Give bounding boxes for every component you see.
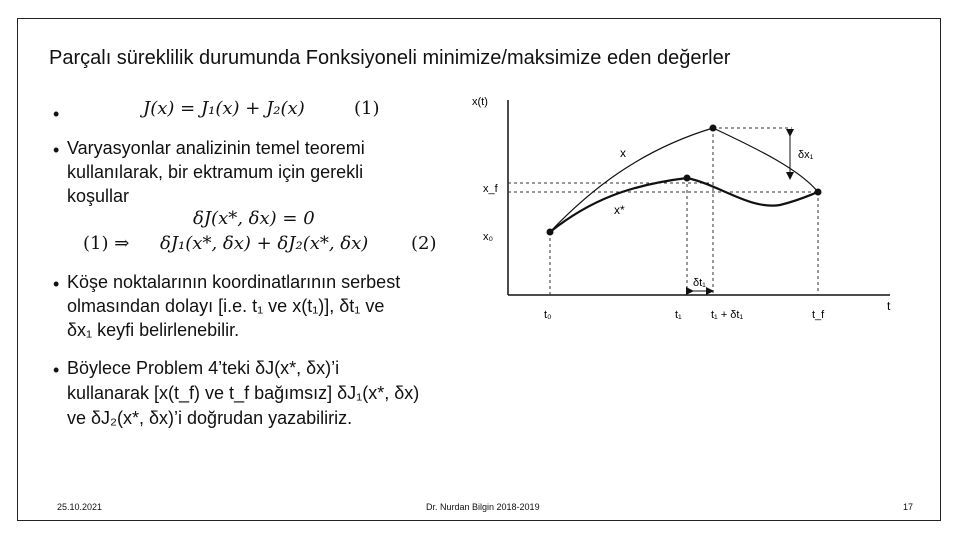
equation-2: δJ₁(x*, δx) + δJ₂(x*, δx): [160, 233, 369, 254]
curve-x-label: x: [620, 146, 626, 160]
bullet-3-line-3: δx₁ keyfi belirlenebilir.: [67, 320, 240, 340]
footer-page-number: 17: [903, 502, 914, 512]
slide-title: Parçalı süreklilik durumunda Fonksiyoneli minimize/maksimize eden değerler: [49, 47, 731, 69]
bullet-3-line-1: Köşe noktalarının koordinatlarının serbest: [67, 272, 401, 292]
bullet-2-line-2: kullanılarak, bir ektramum için gerekli: [67, 162, 364, 182]
x-tick-t1-plus-dt1: t₁ + δt₁: [711, 309, 744, 321]
y-tick-xf: x_f: [483, 183, 498, 195]
x-tick-tf: t_f: [812, 309, 825, 321]
footer-date: 25.10.2021: [57, 502, 103, 512]
y-axis-label: x(t): [472, 96, 488, 108]
bullet-2-line-1: Varyasyonlar analizinin temel teoremi: [67, 138, 365, 158]
point-start: [547, 229, 554, 236]
bullet-3: •: [53, 274, 60, 294]
equation-1: J(x) = J₁(x) + J₂(x): [143, 98, 305, 119]
point-corner-varied: [710, 125, 717, 132]
x-tick-t0: t₀: [544, 309, 552, 321]
delta-t1-label: δt₁: [693, 277, 706, 289]
point-corner: [684, 175, 691, 182]
x-axis-label: t: [887, 299, 891, 313]
curve-x-star: [550, 178, 818, 232]
bullet-1: •: [53, 104, 60, 124]
equation-2-tag: (2): [411, 233, 437, 254]
guide-lines: [508, 128, 818, 295]
delta-x1-label: δx₁: [798, 149, 814, 161]
equation-2-prefix: (1) ⇒: [83, 233, 130, 254]
bullet-4-line-3: ve δJ₂(x*, δx)’i doğrudan yazabiliriz.: [67, 408, 353, 428]
equation-1-tag: (1): [354, 98, 380, 119]
bullet-3-line-2: olmasından dolayı [i.e. t₁ ve x(t₁)], δt₁ ve: [67, 296, 385, 316]
curve-x-star-label: x*: [614, 203, 625, 217]
x-tick-t1: t₁: [675, 309, 682, 321]
equation-dJ-zero: δJ(x*, δx) = 0: [193, 208, 315, 229]
bullet-4-line-2: kullanarak [x(t_f) ve t_f bağımsız] δJ₁(x*, δx): [67, 383, 420, 403]
bullet-2-line-3: koşullar: [67, 186, 130, 206]
footer-author: Dr. Nurdan Bilgin 2018-2019: [426, 502, 540, 512]
bullet-2: •: [53, 140, 60, 160]
point-end: [815, 189, 822, 196]
curve-x: [550, 128, 818, 232]
bullet-4: •: [53, 360, 60, 380]
y-tick-x0: x₀: [483, 231, 494, 243]
bullet-4-line-1: Böylece Problem 4’teki δJ(x*, δx)’i: [67, 358, 340, 378]
